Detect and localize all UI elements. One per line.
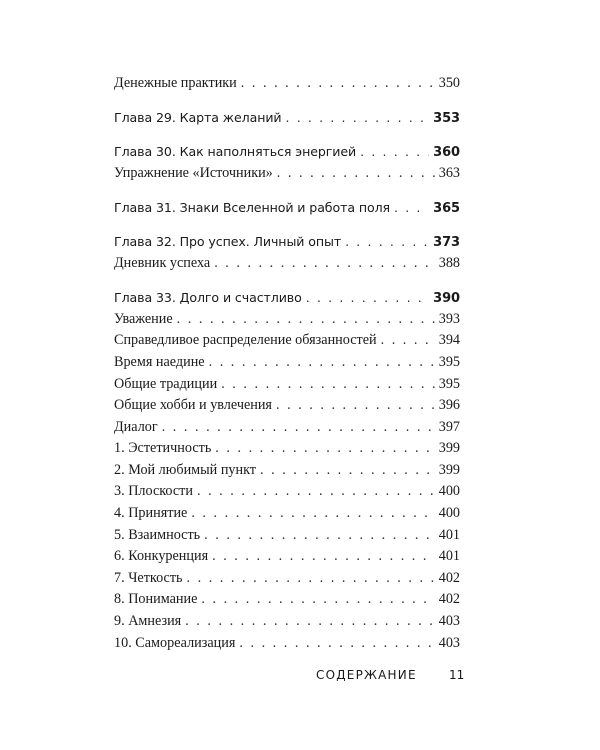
dot-leader	[276, 395, 435, 417]
toc-entry[interactable]	[114, 546, 460, 568]
toc-entry-title: 10. Самореализация	[114, 634, 236, 651]
dot-leader	[191, 503, 434, 525]
running-footer-section: СОДЕРЖАНИЕ	[316, 668, 417, 682]
toc-entry-page: 400	[438, 483, 460, 500]
toc-entry[interactable]	[114, 460, 460, 482]
toc-entry-page: 353	[433, 111, 460, 127]
toc-entry[interactable]	[114, 253, 460, 275]
toc-entry[interactable]	[114, 589, 460, 611]
toc-chapter-entry[interactable]	[114, 231, 460, 253]
toc-entry-page: 396	[438, 397, 460, 414]
toc-entry[interactable]	[114, 438, 460, 460]
toc-entry-title: 7. Четкость	[114, 569, 183, 586]
toc-entry-title: 9. Амнезия	[114, 613, 182, 630]
toc-entry-title: 4. Принятие	[114, 505, 188, 522]
dot-leader	[277, 163, 435, 185]
toc-entry-page: 400	[438, 505, 460, 522]
toc-entry-page: 401	[438, 526, 460, 543]
toc-entry-title: 1. Эстетичность	[114, 440, 212, 457]
dot-leader	[260, 460, 435, 482]
toc-entry-title: Уважение	[114, 310, 173, 327]
toc-entry-title: Денежные практики	[114, 75, 237, 91]
toc-entry-title: Диалог	[114, 418, 158, 435]
toc-entry-page: 373	[433, 235, 460, 251]
toc-entry-title: 3. Плоскости	[114, 483, 193, 500]
dot-leader	[214, 253, 435, 275]
dot-leader	[212, 546, 435, 568]
toc-entry-page: 397	[438, 418, 460, 435]
toc-entry[interactable]	[114, 503, 460, 525]
toc-entry-page: 395	[438, 375, 460, 392]
toc-chapter-entry[interactable]	[114, 107, 460, 129]
toc-entry[interactable]	[114, 395, 460, 417]
dot-leader	[306, 287, 429, 309]
toc-entry-page: 403	[438, 613, 460, 630]
toc-entry-page: 388	[438, 254, 460, 271]
dot-leader	[286, 107, 430, 129]
dot-leader	[239, 633, 434, 655]
toc-entry-page: 403	[438, 634, 460, 651]
toc-entry-page: 402	[438, 591, 460, 608]
toc-entry-title: Общие хобби и увлечения	[114, 397, 272, 414]
toc-entry[interactable]	[114, 568, 460, 590]
toc-entry[interactable]	[114, 352, 460, 374]
toc-entry-title: Глава 31. Знаки Вселенной и работа поля	[114, 200, 391, 216]
dot-leader	[177, 309, 435, 331]
dot-leader	[345, 231, 429, 253]
dot-leader	[185, 611, 435, 633]
toc-entry-title: Глава 33. Долго и счастливо	[114, 290, 302, 306]
toc-entry-page: 399	[438, 440, 460, 457]
table-of-contents	[114, 73, 460, 654]
toc-entry[interactable]	[114, 309, 460, 331]
toc-entry-title: Справедливое распределение обязанностей	[114, 332, 377, 349]
toc-entry-page: 399	[438, 461, 460, 478]
toc-entry-page: 402	[438, 569, 460, 586]
toc-entry-page: 365	[433, 201, 460, 217]
dot-leader	[197, 481, 435, 503]
toc-entry-title: Дневник успеха	[114, 254, 211, 271]
dot-leader	[209, 352, 435, 374]
toc-entry[interactable]	[114, 374, 460, 396]
dot-leader	[381, 330, 435, 352]
toc-entry-page: 360	[433, 145, 460, 161]
dot-leader	[221, 374, 435, 396]
toc-chapter-entry[interactable]	[114, 287, 460, 309]
toc-entry-page: 363	[438, 164, 460, 181]
toc-entry-page: 393	[438, 310, 460, 327]
toc-entry-title: Время наедине	[114, 353, 205, 370]
page-number: 11	[449, 668, 465, 682]
toc-entry[interactable]	[114, 163, 460, 185]
toc-entry[interactable]	[114, 611, 460, 633]
dot-leader	[201, 589, 434, 611]
toc-entry[interactable]	[114, 330, 460, 352]
toc-entry-page: 350	[438, 75, 460, 91]
toc-entry-title: Общие традиции	[114, 375, 218, 392]
toc-entry-title: 2. Мой любимый пункт	[114, 461, 257, 478]
toc-entry-title: 8. Понимание	[114, 591, 198, 608]
toc-chapter-entry[interactable]	[114, 197, 460, 219]
toc-entry-title: Глава 32. Про успех. Личный опыт	[114, 234, 342, 250]
toc-entry-title: Глава 30. Как наполняться энергией	[114, 144, 357, 160]
toc-entry[interactable]	[114, 525, 460, 547]
toc-entry-page: 390	[433, 291, 460, 307]
toc-chapter-entry[interactable]	[114, 141, 460, 163]
toc-entry-page: 395	[438, 353, 460, 370]
toc-entry[interactable]	[114, 481, 460, 503]
toc-entry-title: 5. Взаимность	[114, 526, 201, 543]
dot-leader	[162, 417, 435, 439]
toc-entry[interactable]	[114, 633, 460, 655]
dot-leader	[187, 568, 435, 590]
toc-entry-title: 6. Конкуренция	[114, 548, 209, 565]
toc-entry[interactable]	[114, 73, 460, 95]
toc-entry-page: 394	[438, 332, 460, 349]
dot-leader	[204, 525, 435, 547]
dot-leader	[215, 438, 434, 460]
dot-leader	[394, 197, 429, 219]
dot-leader	[241, 73, 435, 95]
toc-entry[interactable]	[114, 417, 460, 439]
toc-entry-page: 401	[438, 548, 460, 565]
dot-leader	[360, 141, 429, 163]
toc-entry-title: Упражнение «Источники»	[114, 164, 273, 181]
toc-entry-title: Глава 29. Карта желаний	[114, 110, 282, 126]
